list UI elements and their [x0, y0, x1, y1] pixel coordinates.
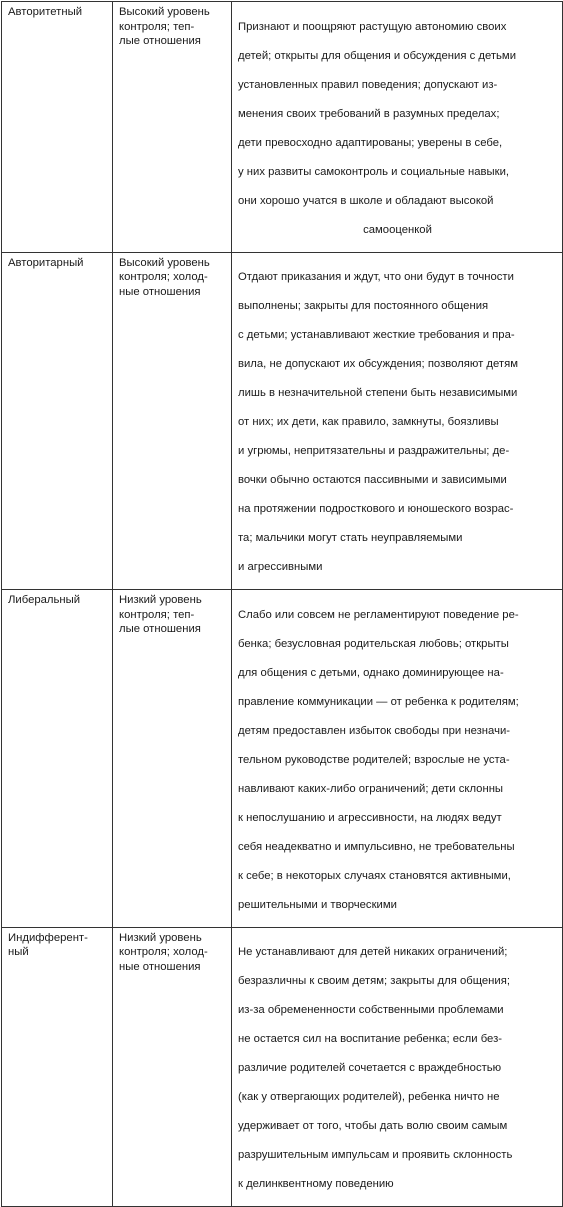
table-row [2, 927, 563, 1207]
table-row [2, 2, 563, 253]
description-line: вила, не допускают их обсуждения; позволяют детям [238, 358, 518, 370]
style-name-cell: Либеральный [2, 590, 113, 928]
description-cell [232, 2, 563, 253]
description-line: самооценкой [363, 223, 432, 236]
description-line: Признают и поощряют растущую автономию своих [238, 20, 507, 33]
description-line: и агрессивными [238, 561, 323, 573]
description-line: к делинквентному поведению [238, 1178, 394, 1190]
style-name-cell: Индифферент- ный [2, 927, 113, 1207]
description-cell [232, 252, 563, 590]
table-row [2, 252, 563, 590]
description-line: безразличны к своим детям; закрыты для общения; [238, 975, 510, 987]
description-line: и угрюмы, непритязательны и раздражительны; де- [238, 445, 510, 457]
description-line: та; мальчики могут стать неуправляемыми [238, 532, 463, 544]
description-line: бенка; безусловная родительская любовь; открыты [238, 637, 509, 650]
description-line: решительными и творческими [238, 898, 397, 911]
table-row [2, 590, 563, 928]
parenting-styles-table [1, 1, 563, 1207]
description-line: с детьми; устанавливают жесткие требования и пра- [238, 329, 515, 341]
control-level-cell: Высокий уровень контроля; теп- лые отношения [113, 2, 232, 253]
style-name-cell: Авторитетный [2, 2, 113, 253]
description-line: они хорошо учатся в школе и обладают высокой [238, 194, 494, 207]
description-line: дети превосходно адаптированы; уверены в себе, [238, 136, 503, 149]
description-line: не остается сил на воспитание ребенка; если без- [238, 1033, 503, 1045]
description-line: Отдают приказания и ждут, что они будут в точности [238, 271, 514, 283]
style-name-cell: Авторитарный [2, 252, 113, 590]
description-line: к непослушанию и агрессивности, на людях ведут [238, 811, 502, 824]
description-line: у них развиты самоконтроль и социальные навыки, [238, 165, 510, 178]
description-line: детям предоставлен избыток свободы при незначи- [238, 724, 511, 737]
description-line: себя неадекватно и импульсивно, не требовательны [238, 840, 515, 853]
description-line: на протяжении подросткового и юношеского возрас- [238, 503, 514, 515]
description-line: выполнены; закрыты для постоянного общения [238, 300, 489, 312]
description-line: для общения с детьми, однако доминирующее на- [238, 666, 504, 679]
description-line: из-за обремененности собственными проблемами [238, 1004, 504, 1016]
description-line: удерживает от того, чтобы дать волю своим самым [238, 1120, 508, 1132]
description-line: к себе; в некоторых случаях становятся активными, [238, 869, 511, 882]
description-cell [232, 927, 563, 1207]
description-cell [232, 590, 563, 928]
description-line: различие родителей сочетается с враждебностью [238, 1062, 502, 1074]
description-line: от них; их дети, как правило, замкнуты, боязливы [238, 416, 499, 428]
description-line: правление коммуникации — от ребенка к родителям; [238, 695, 519, 708]
control-level-cell: Высокий уровень контроля; холод- ные отношения [113, 252, 232, 590]
control-level-cell: Низкий уровень контроля; холод- ные отношения [113, 927, 232, 1207]
description-line: Не устанавливают для детей никаких ограничений; [238, 946, 508, 958]
description-line: менения своих требований в разумных пределах; [238, 107, 500, 120]
description-line: вочки обычно остаются пассивными и зависимыми [238, 474, 507, 486]
description-line: тельном руководстве родителей; взрослые не уста- [238, 753, 510, 766]
description-line: (как у отвергающих родителей), ребенка ничто не [238, 1091, 500, 1103]
description-line: навливают каких-либо ограничений; дети склонны [238, 782, 504, 795]
description-line: Слабо или совсем не регламентируют поведение ре- [238, 608, 519, 621]
description-line: разрушительным импульсам и проявить склонность [238, 1149, 513, 1161]
control-level-cell: Низкий уровень контроля; теп- лые отношения [113, 590, 232, 928]
description-line: лишь в незначительной степени быть независимыми [238, 387, 518, 399]
description-line: детей; открыты для общения и обсуждения с детьми [238, 49, 517, 62]
description-line: установленных правил поведения; допускают из- [238, 78, 498, 91]
